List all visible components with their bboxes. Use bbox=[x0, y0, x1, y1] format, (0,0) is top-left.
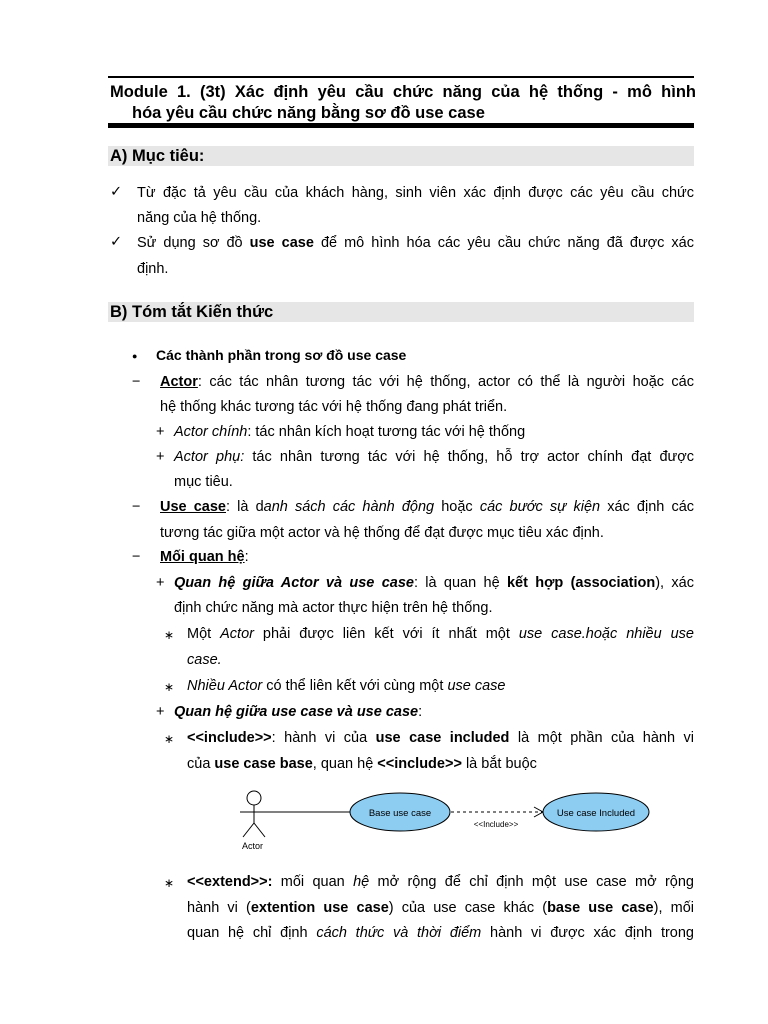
dash-marker: − bbox=[132, 374, 141, 390]
actor-line2: hệ thống khác tương tác với hệ thống đang phát triển. bbox=[160, 399, 508, 415]
actor-label: Actor bbox=[242, 841, 264, 851]
plus-marker: + bbox=[156, 575, 165, 591]
star-marker: ∗ bbox=[164, 732, 175, 746]
star-marker: ∗ bbox=[164, 628, 175, 642]
include-line1: <<include>>: hành vi của use case included là một phần của hành vi bbox=[187, 730, 694, 746]
actor-sub-line2: mục tiêu. bbox=[174, 474, 233, 490]
extend-line2: hành vi (extention use case) của use case khác (base use case), mối bbox=[187, 900, 694, 916]
module-title: Module 1. (3t) Xác định yêu cầu chức năng của hệ thống - mô hình bbox=[110, 83, 696, 101]
actor-line1: Actor: các tác nhân tương tác với hệ thống, actor có thể là người hoặc các bbox=[160, 374, 694, 390]
included-usecase-label: Use case Included bbox=[556, 808, 636, 819]
checkmark-icon: ✓ bbox=[110, 234, 123, 250]
objective-1-line1: Từ đặc tả yêu cầu của khách hàng, sinh viên xác định được các yêu cầu chức bbox=[137, 185, 694, 201]
dash-marker: − bbox=[132, 499, 141, 515]
checkmark-icon: ✓ bbox=[110, 184, 123, 200]
actor-usecase-relation-line2: định chức năng mà actor thực hiện trên hệ thống. bbox=[174, 600, 493, 616]
plus-marker: + bbox=[156, 424, 165, 440]
dash-marker: − bbox=[132, 549, 141, 565]
extend-line3: quan hệ chỉ định cách thức và thời điểm hành vi được xác định trong bbox=[187, 925, 694, 941]
usecase-usecase-relation: Quan hệ giữa use case và use case: bbox=[174, 704, 423, 720]
actor-usecase-relation-line1: Quan hệ giữa Actor và use case: là quan hệ kết hợp (association), xác bbox=[174, 575, 694, 591]
include-label: <<Include>> bbox=[473, 820, 519, 829]
bullet-icon: ● bbox=[132, 351, 138, 361]
relation-rule-1-line1: Một Actor phải được liên kết với ít nhất một use case.hoặc nhiều use bbox=[187, 626, 694, 642]
actor-stick-figure bbox=[240, 791, 268, 837]
star-marker: ∗ bbox=[164, 680, 175, 694]
module-title-line2: hóa yêu cầu chức năng bằng sơ đồ use case bbox=[132, 104, 485, 122]
actor-sub-line1: Actor phụ: tác nhân tương tác với hệ thống, hỗ trợ actor chính đạt được bbox=[174, 449, 695, 465]
actor-main-line: Actor chính: tác nhân kích hoạt tương tác với hệ thống bbox=[174, 424, 526, 440]
usecase-line1: Use case: là danh sách các hành động hoặc các bước sự kiện xác định các bbox=[160, 499, 695, 515]
plus-marker: + bbox=[156, 704, 165, 720]
section-b-heading: B) Tóm tắt Kiến thức bbox=[108, 302, 694, 322]
relation-rule-2: Nhiều Actor có thể liên kết với cùng một use case bbox=[187, 678, 506, 694]
extend-line1: <<extend>>: mối quan hệ mở rộng để chỉ định một use case mở rộng bbox=[187, 874, 694, 890]
include-diagram bbox=[230, 785, 660, 855]
relation-rule-1-line2: case. bbox=[187, 652, 222, 668]
objective-1-line2: năng của hệ thống. bbox=[137, 210, 262, 226]
relations-heading: Mối quan hệ: bbox=[160, 549, 249, 565]
usecase-line2: tương tác giữa một actor và hệ thống để đạt được mục tiêu xác định. bbox=[160, 525, 604, 541]
objective-2-line1: Sử dụng sơ đồ use case để mô hình hóa các yêu cầu chức năng đã được xác bbox=[137, 235, 694, 251]
plus-marker: + bbox=[156, 449, 165, 465]
objective-2-line2: định. bbox=[137, 261, 169, 277]
include-line2: của use case base, quan hệ <<include>> là bắt buộc bbox=[187, 756, 537, 772]
star-marker: ∗ bbox=[164, 876, 175, 890]
base-usecase-label: Base use case bbox=[368, 808, 432, 819]
section-a-heading: A) Mục tiêu: bbox=[108, 146, 694, 166]
components-bullet: Các thành phần trong sơ đồ use case bbox=[156, 347, 407, 363]
